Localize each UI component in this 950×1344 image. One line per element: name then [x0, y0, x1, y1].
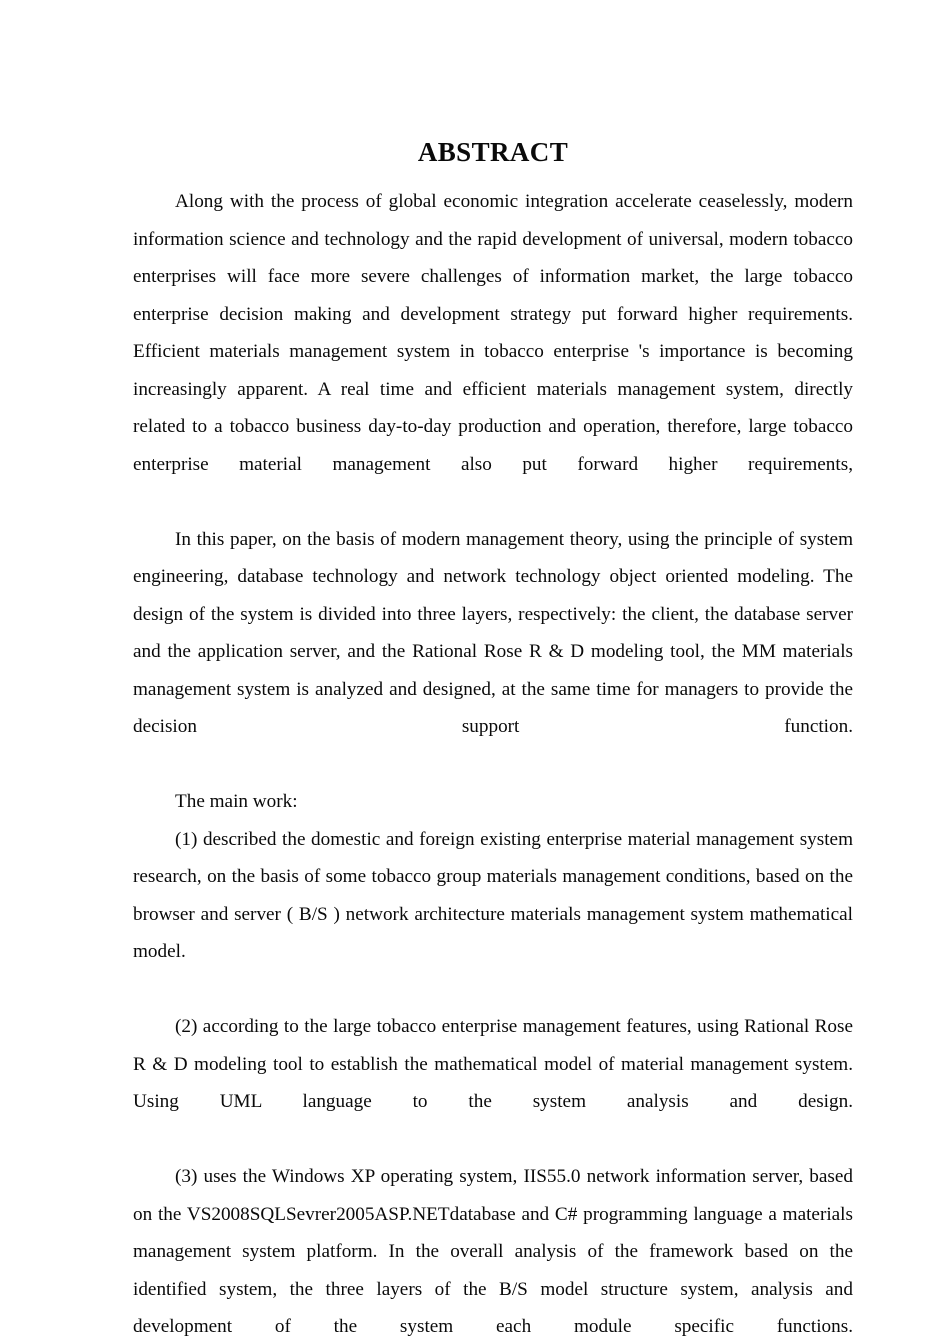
- abstract-paragraph-main-work: The main work:: [175, 791, 298, 812]
- page-content: [133, 0, 853, 1344]
- page-title: ABSTRACT: [417, 137, 569, 167]
- abstract-paragraph-item-2: (2) according to the large tobacco enterprise management features, using Rational Rose R & D modeling tool to establish the mathematical model of material management system. Using UML language to the system analysis and design.: [133, 1016, 853, 1112]
- abstract-paragraph: Along with the process of global economic integration accelerate ceaselessly, modern information science and technology and the rapid development of universal, modern tobacco enterprises will face more severe challenges of information market, the large tobacco enterprise decision making and development strategy put forward higher requirements. Efficient materials management system in tobacco enterprise 's importance is becoming increasingly apparent. A real time and efficient materials management system, directly related to a tobacco business day-to-day production and operation, therefore, large tobacco enterprise material management also put forward higher requirements,: [133, 191, 853, 475]
- abstract-paragraph: In this paper, on the basis of modern management theory, using the principle of system engineering, database technology and network technology object oriented modeling. The design of the system is divided into three layers, respectively: the client, the database server and the application server, and the Rational Rose R & D modeling tool, the MM materials management system is analyzed and designed, at the same time for managers to provide the decision support function.: [133, 528, 853, 737]
- abstract-paragraph-item-1: (1) described the domestic and foreign existing enterprise material management system research, on the basis of some tobacco group materials management conditions, based on the browser and server ( B/S ) network architecture materials management system mathematical model.: [133, 828, 853, 962]
- abstract-paragraph-item-3: (3) uses the Windows XP operating system, IIS55.0 network information server, based on the VS2008SQLSevrer2005ASP.NETdatabase and C# programming language a materials management system platform. In the overall analysis of the framework based on the identified system, the three layers of the B/S model structure system, analysis and development of the system each module specific functions.: [133, 1166, 853, 1337]
- abstract-body: [133, 183, 853, 1344]
